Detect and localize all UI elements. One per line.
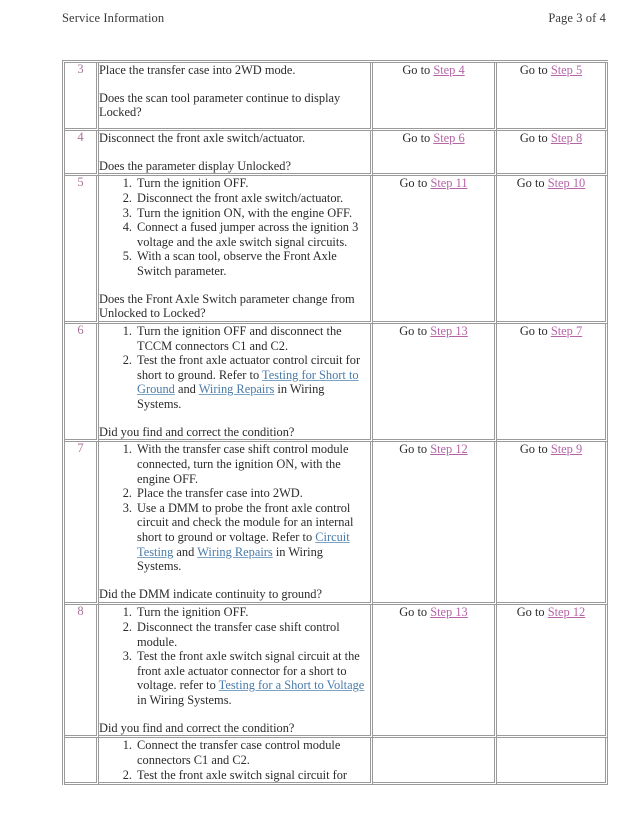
list-item-text: With a scan tool, observe the Front Axle Switch parameter. [137, 249, 337, 278]
step-reference-link[interactable]: Step 12 [430, 442, 468, 457]
step-instruction-cell [99, 738, 373, 785]
spacer [99, 412, 370, 425]
step-instruction-item [99, 649, 370, 708]
step-reference-link[interactable]: Step 5 [550, 63, 583, 77]
step-reference-link[interactable]: Step 4 [433, 63, 465, 77]
yes-answer-cell [373, 738, 497, 785]
goto-step-text [373, 605, 494, 620]
step-instruction-cell [99, 131, 373, 176]
step-reference-link[interactable]: Step 7 [550, 323, 583, 338]
table-row [65, 176, 608, 324]
step-reference-link[interactable]: Step 13 [430, 323, 468, 338]
page-header [62, 8, 606, 28]
goto-prefix: Go to [399, 442, 431, 457]
step-instruction-item [99, 442, 370, 486]
list-item-text: Turn the ignition OFF. [137, 176, 249, 191]
step-instruction-list [99, 324, 370, 412]
step-instruction-item [99, 249, 370, 278]
step-number: 4 [77, 130, 84, 144]
step-instruction-cell [99, 63, 373, 131]
diagnostic-table-container [62, 60, 605, 785]
cross-reference-link[interactable]: Circuit Testing [137, 530, 350, 559]
step-instruction-item [99, 620, 370, 649]
goto-step-text [373, 131, 494, 146]
cross-reference-link[interactable]: Wiring Repairs [198, 382, 275, 397]
step-reference-link[interactable]: Step 6 [433, 131, 465, 145]
step-instruction-cell [99, 176, 373, 324]
step-question-text: Does the Front Axle Switch parameter change from Unlocked to Locked? [99, 291, 355, 321]
goto-step-text [497, 324, 605, 339]
list-item-text: Place the transfer case into 2WD. [137, 486, 303, 501]
goto-prefix: Go to [519, 442, 551, 457]
step-question-text: Does the scan tool parameter continue to display Locked? [99, 90, 341, 120]
no-answer-cell [497, 176, 608, 324]
list-marker: 1. [122, 442, 132, 457]
step-instruction-item [99, 191, 370, 206]
step-number-cell [65, 738, 99, 785]
step-lead-text: Place the transfer case into 2WD mode. [99, 63, 296, 77]
spacer [99, 146, 370, 159]
list-item-text: Connect the transfer case control module connectors C1 and C2. [137, 738, 341, 767]
goto-step-text [373, 63, 494, 78]
document-title: Service Information [62, 10, 165, 25]
step-number-cell [65, 63, 99, 131]
list-item-text: Test the front axle actuator control circuit for short to ground. Refer to Testing for Short to Ground and Wiring Repairs in Wiring Systems. [137, 353, 361, 411]
page-number-label: Page 3 of 4 [548, 10, 606, 25]
step-reference-link[interactable]: Step 11 [430, 176, 468, 191]
step-question-text: Did you find and correct the condition? [99, 424, 295, 439]
step-reference-link[interactable]: Step 10 [547, 176, 586, 191]
cross-reference-link[interactable]: Wiring Repairs [197, 544, 273, 559]
list-marker: 1. [122, 323, 132, 338]
step-number-cell [65, 442, 99, 605]
table-row [65, 605, 608, 738]
list-marker: 4. [122, 220, 132, 235]
yes-answer-cell [373, 131, 497, 176]
goto-step-text [373, 176, 494, 191]
goto-prefix: Go to [399, 323, 431, 338]
goto-step-text [373, 324, 494, 339]
diagnostic-step-table [62, 60, 608, 785]
list-marker: 3. [122, 500, 132, 515]
list-item-text: Disconnect the front axle switch/actuator. [137, 190, 344, 205]
list-marker: 2. [122, 190, 132, 205]
no-answer-cell [497, 63, 608, 131]
list-marker: 2. [122, 619, 132, 634]
goto-prefix: Go to [516, 176, 548, 191]
table-row [65, 131, 608, 176]
step-reference-link[interactable]: Step 8 [550, 131, 583, 145]
step-number: 6 [77, 322, 84, 337]
list-marker: 2. [122, 486, 132, 501]
step-question-text: Does the parameter display Unlocked? [99, 158, 291, 173]
table-row [65, 63, 608, 131]
step-lead-text: Disconnect the front axle switch/actuator. [99, 131, 306, 145]
step-instruction-item [99, 768, 370, 783]
no-answer-cell [497, 738, 608, 785]
step-instruction-item [99, 220, 370, 249]
spacer [99, 574, 370, 587]
list-marker: 1. [122, 738, 132, 753]
step-instruction-item [99, 605, 370, 620]
step-number-cell [65, 176, 99, 324]
goto-prefix: Go to [519, 131, 551, 145]
yes-answer-cell [373, 442, 497, 605]
spacer [99, 78, 370, 91]
no-answer-cell [497, 442, 608, 605]
list-item-text: Turn the ignition OFF and disconnect the TCCM connectors C1 and C2. [137, 323, 342, 353]
step-instruction-item [99, 206, 370, 221]
page-bottom-clip [0, 800, 640, 840]
table-row [65, 324, 608, 442]
step-instruction-cell [99, 324, 373, 442]
no-answer-cell [497, 131, 608, 176]
goto-step-text [497, 442, 605, 457]
list-item-text: Turn the ignition OFF. [137, 605, 249, 620]
step-instruction-item [99, 486, 370, 501]
table-row [65, 738, 608, 785]
step-instruction-list [99, 442, 370, 574]
no-answer-cell [497, 324, 608, 442]
goto-prefix: Go to [402, 63, 434, 77]
cross-reference-link[interactable]: Testing for Short to Ground [137, 367, 359, 397]
list-item-text: Connect a fused jumper across the ignition 3 voltage and the axle switch signal circuits. [137, 220, 359, 249]
yes-answer-cell [373, 605, 497, 738]
yes-answer-cell [373, 324, 497, 442]
list-marker: 3. [122, 205, 132, 220]
goto-step-text [497, 131, 605, 146]
list-item-text: Turn the ignition ON, with the engine OFF. [137, 205, 353, 220]
step-reference-link[interactable]: Step 13 [430, 605, 468, 620]
goto-prefix: Go to [402, 131, 434, 145]
step-instruction-list [99, 738, 370, 782]
diagnostic-table-body [65, 63, 608, 785]
goto-prefix: Go to [516, 605, 548, 620]
table-row [65, 442, 608, 605]
list-item-text: With the transfer case shift control module connected, turn the ignition ON, with the engine OFF. [137, 442, 349, 486]
step-question-text: Did the DMM indicate continuity to ground? [99, 586, 322, 601]
step-instruction-item [99, 738, 370, 767]
yes-answer-cell [373, 63, 497, 131]
list-marker: 5. [122, 249, 132, 264]
list-item-text: Disconnect the transfer case shift control module. [137, 619, 340, 649]
step-number: 8 [77, 604, 84, 619]
step-instruction-item [99, 324, 370, 353]
step-instruction-list [99, 176, 370, 278]
step-number-cell [65, 324, 99, 442]
goto-prefix: Go to [399, 605, 431, 620]
list-marker: 2. [122, 353, 132, 368]
step-reference-link[interactable]: Step 9 [550, 442, 583, 457]
goto-step-text [497, 63, 605, 78]
list-item-text: Test the front axle switch signal circuit for [137, 767, 348, 782]
goto-prefix: Go to [399, 176, 431, 191]
yes-answer-cell [373, 176, 497, 324]
step-instruction-item [99, 353, 370, 412]
step-instruction-item [99, 176, 370, 191]
goto-prefix: Go to [519, 323, 551, 338]
step-number-cell [65, 605, 99, 738]
step-number-cell [65, 131, 99, 176]
step-number: 7 [77, 441, 84, 456]
spacer [99, 708, 370, 721]
step-instruction-cell [99, 442, 373, 605]
step-instruction-list [99, 605, 370, 707]
list-item-text: Use a DMM to probe the front axle control circuit and check the module for an internal short to ground or voltage. Refer to Circuit Testing and Wiring Repairs in Wiring Systems. [137, 500, 354, 574]
step-reference-link[interactable]: Step 12 [547, 605, 586, 620]
step-instruction-cell [99, 605, 373, 738]
step-number: 5 [77, 175, 84, 190]
goto-step-text [497, 176, 605, 191]
cross-reference-link[interactable]: Testing for a Short to Voltage [218, 678, 365, 693]
step-instruction-item [99, 501, 370, 574]
list-marker: 3. [122, 649, 132, 664]
list-item-text: Test the front axle switch signal circuit at the front axle actuator connector for a short to voltage. refer to Testing for a Short to Voltage in Wiring Systems. [137, 649, 365, 707]
no-answer-cell [497, 605, 608, 738]
goto-step-text [497, 605, 605, 620]
goto-prefix: Go to [519, 63, 551, 77]
goto-step-text [373, 442, 494, 457]
step-question-text: Did you find and correct the condition? [99, 720, 295, 735]
list-marker: 1. [122, 176, 132, 191]
list-marker: 2. [122, 767, 132, 782]
spacer [99, 279, 370, 292]
step-number: 3 [77, 62, 84, 76]
list-marker: 1. [122, 605, 132, 620]
